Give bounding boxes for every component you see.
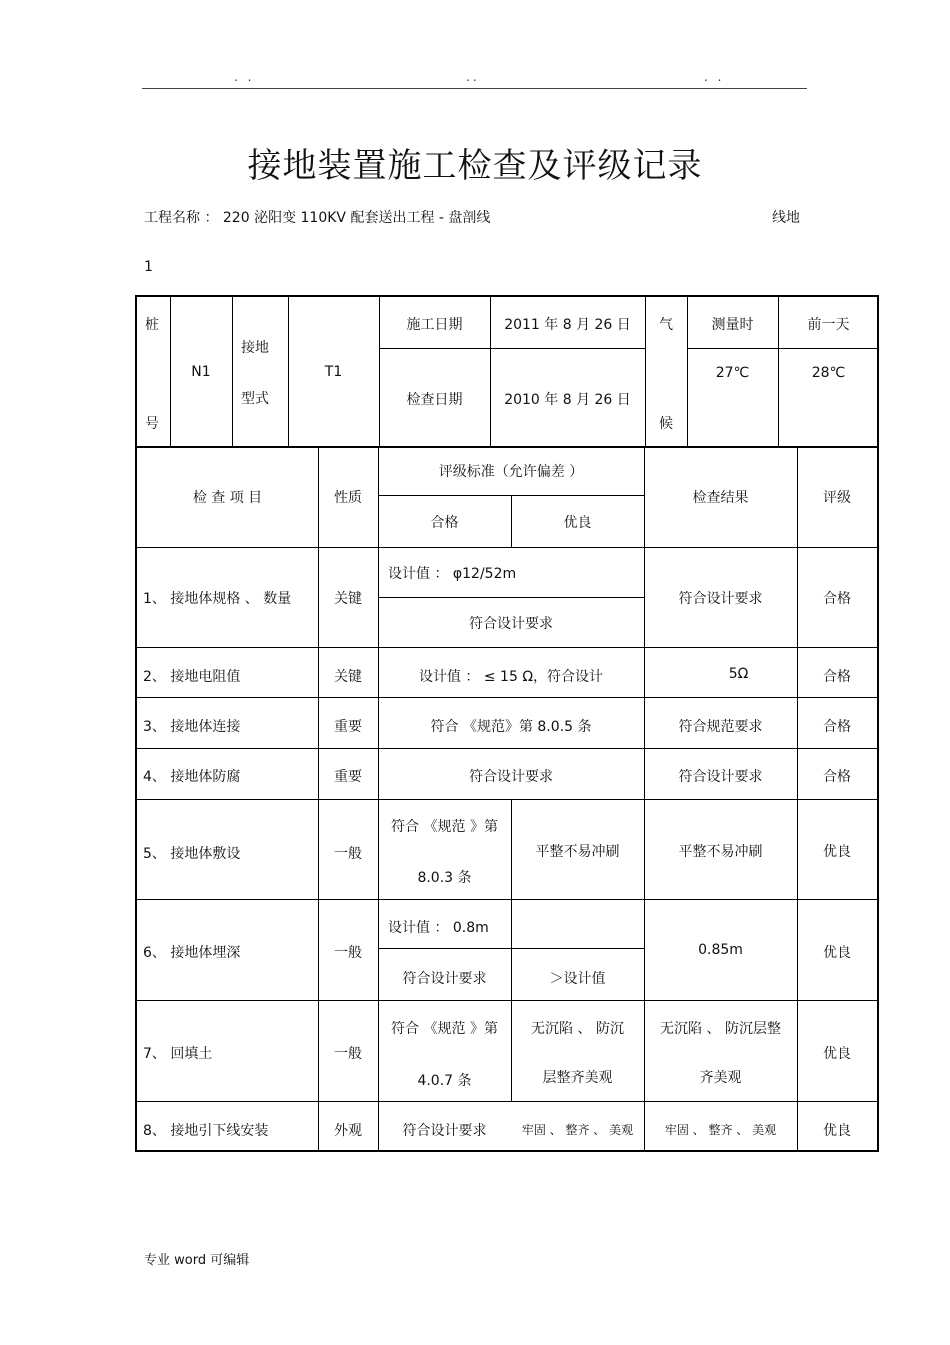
row5-pass-line2: 8.0.3 条	[417, 870, 472, 886]
row2-standard: 设计值 ： ≤ 15 Ω，符合设计	[418, 669, 604, 685]
prev-day-value: 28℃	[811, 365, 846, 381]
weather-label-top: 气	[659, 317, 673, 333]
row5-item: 5、 接地体敷设	[143, 846, 241, 862]
row3-item: 3、 接地体连接	[143, 719, 241, 735]
row5-excellent: 平整不易冲刷	[535, 844, 620, 860]
header-dots-left: . .	[234, 70, 255, 84]
row7-excellent-line2: 层整齐美观	[542, 1070, 613, 1086]
row6-item: 6、 接地体埋深	[143, 945, 241, 961]
row3-grade: 合格	[823, 719, 851, 735]
row8-pass: 符合设计要求	[402, 1123, 487, 1139]
row4-grade: 合格	[823, 769, 851, 785]
row8-result: 牢固 、 整齐 、 美观	[664, 1123, 777, 1137]
row7-grade: 优良	[823, 1046, 851, 1062]
col-pass-header: 合格	[430, 515, 459, 531]
type-value: T1	[324, 364, 343, 380]
row7-excellent-line1: 无沉陷 、 防沉	[531, 1021, 624, 1037]
row2-item: 2、 接地电阻值	[143, 669, 241, 685]
row3-result: 符合规范要求	[678, 719, 763, 735]
col-result-header: 检查结果	[692, 490, 749, 506]
row8-nature: 外观	[334, 1123, 362, 1139]
row1-grade: 合格	[823, 591, 851, 607]
row1-standard-top: 设计值 ： φ12/52m	[388, 566, 517, 582]
row6-excellent-bottom: ＞设计值	[549, 971, 606, 987]
row6-nature: 一般	[334, 945, 362, 961]
col-nature-header: 性质	[334, 490, 362, 506]
row3-standard: 符合 《规范》第 8.0.5 条	[430, 719, 592, 735]
row1-item: 1、 接地体规格 、 数量	[143, 591, 292, 607]
row6-pass-bottom: 符合设计要求	[402, 971, 487, 987]
project-name: 工程名称 ： 220 泌阳变 110KV 配套送出工程 - 盘剖线	[144, 210, 491, 226]
row5-nature: 一般	[334, 846, 362, 862]
weather-label-bottom: 候	[659, 416, 673, 432]
row2-result: 5Ω	[728, 666, 749, 682]
page-title: 接地装置施工检查及评级记录	[247, 146, 703, 186]
col-excellent-header: 优良	[563, 515, 592, 531]
measure-label: 测量时	[711, 317, 754, 333]
row4-result: 符合设计要求	[678, 769, 763, 785]
header-dots-right: . .	[704, 70, 725, 84]
row4-standard: 符合设计要求	[469, 769, 553, 785]
check-date: 2010 年 8 月 26 日	[504, 392, 631, 408]
row4-nature: 重要	[334, 769, 362, 785]
row2-nature: 关键	[334, 669, 362, 685]
row7-pass-line1: 符合 《规范 》第	[391, 1021, 498, 1037]
row3-nature: 重要	[334, 719, 362, 735]
row8-item: 8、 接地引下线安装	[143, 1123, 269, 1139]
header-rule	[142, 88, 807, 89]
check-date-label: 检查日期	[406, 392, 463, 408]
row5-result: 平整不易冲刷	[678, 844, 763, 860]
pile-value: N1	[191, 364, 211, 380]
project-number: 1	[144, 259, 153, 275]
col-grade-header: 评级	[823, 490, 851, 506]
inspection-table	[135, 446, 879, 1152]
footer-note: 专业 word 可编辑	[144, 1253, 250, 1268]
pile-label-top: 桩	[145, 317, 159, 333]
row2-grade: 合格	[823, 669, 851, 685]
info-table	[135, 295, 879, 448]
row6-pass-top: 设计值 ： 0.8m	[388, 920, 489, 936]
row5-pass-line1: 符合 《规范 》第	[391, 819, 498, 835]
measure-value: 27℃	[715, 365, 750, 381]
row8-grade: 优良	[823, 1123, 851, 1139]
row7-item: 7、 回填土	[143, 1046, 213, 1062]
row6-result: 0.85m	[698, 942, 743, 958]
row7-result-line1: 无沉陷 、 防沉层整	[660, 1021, 781, 1037]
row8-excellent: 牢固 、 整齐 、 美观	[521, 1123, 634, 1137]
header-dots-mid: ..	[466, 70, 480, 84]
build-date-label: 施工日期	[406, 317, 463, 333]
row1-result: 符合设计要求	[678, 591, 763, 607]
row4-item: 4、 接地体防腐	[143, 769, 241, 785]
prev-day-label: 前一天	[807, 317, 850, 333]
type-label-2: 型式	[241, 391, 269, 407]
row6-grade: 优良	[823, 945, 851, 961]
project-name-continued: 线地	[772, 210, 800, 226]
col-standard-header: 评级标准（允许偏差 ）	[438, 464, 584, 480]
build-date: 2011 年 8 月 26 日	[504, 317, 631, 333]
row7-pass-line2: 4.0.7 条	[417, 1073, 472, 1089]
row1-nature: 关键	[334, 591, 362, 607]
type-label-1: 接地	[241, 340, 269, 356]
row1-standard-bottom: 符合设计要求	[469, 616, 553, 632]
row7-result-line2: 齐美观	[699, 1070, 742, 1086]
col-item-header: 检 查 项 目	[192, 490, 263, 506]
row7-nature: 一般	[334, 1046, 362, 1062]
row5-grade: 优良	[823, 844, 851, 860]
pile-label-bottom: 号	[145, 416, 159, 432]
